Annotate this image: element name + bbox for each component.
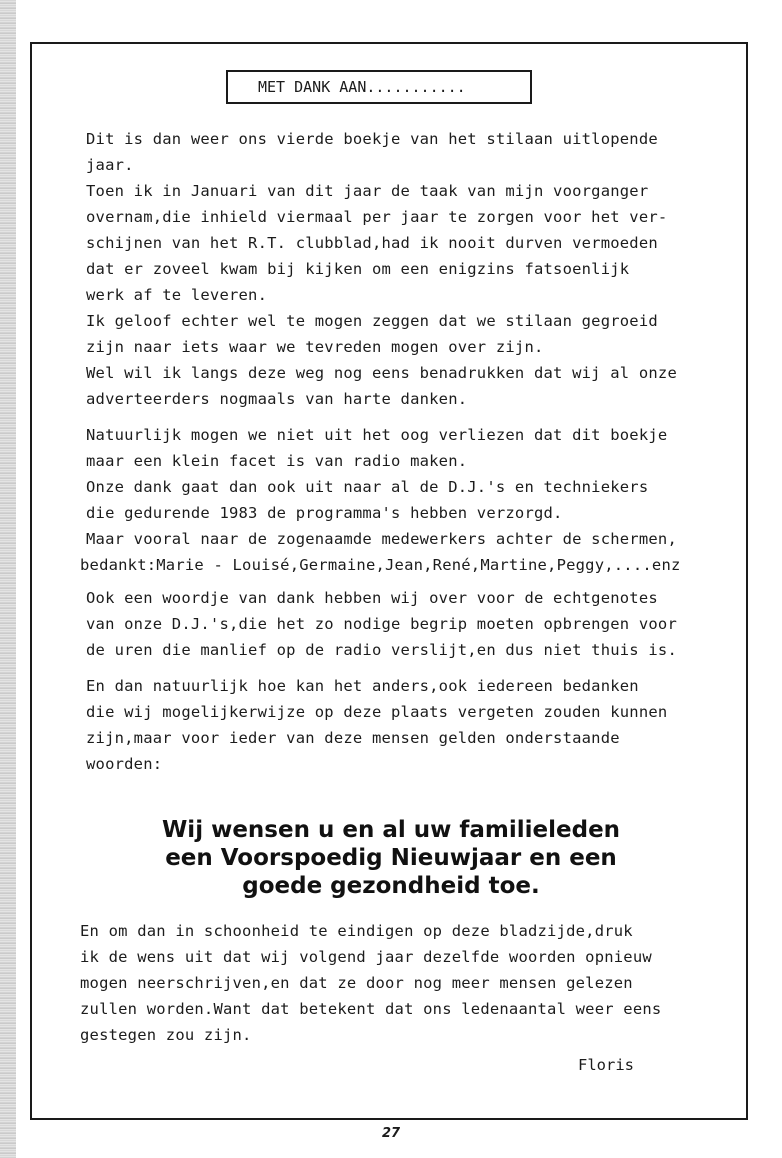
text-line: werk af te leveren.	[86, 286, 268, 304]
wish-line: goede gezondheid toe.	[242, 873, 540, 899]
text-line: Wel wil ik langs deze weg nog eens benadrukken dat wij al onze	[86, 364, 677, 382]
text-line: Onze dank gaat dan ook uit naar al de D.J.'s en techniekers	[86, 478, 649, 496]
text-line: Natuurlijk mogen we niet uit het oog verliezen dat dit boekje	[86, 426, 668, 444]
text-line: En dan natuurlijk hoe kan het anders,ook iedereen bedanken	[86, 677, 639, 695]
wish-line: Wij wensen u en al uw familieleden	[161, 817, 621, 843]
text-line: Ik geloof echter wel te mogen zeggen dat we stilaan gegroeid	[86, 312, 658, 330]
text-line: de uren die manlief op de radio verslijt,en dus niet thuis is.	[86, 641, 677, 659]
wish-line: een Voorspoedig Nieuwjaar en een	[165, 845, 617, 871]
page-number: 27	[381, 1126, 401, 1141]
text-line: schijnen van het R.T. clubblad,had ik nooit durven vermoeden	[86, 234, 658, 252]
text-line: overnam,die inhield viermaal per jaar te zorgen voor het ver-	[86, 208, 668, 226]
paragraph-thanks-everyone	[86, 673, 667, 777]
text-line: mogen neerschrijven,en dat ze door nog meer mensen gelezen	[80, 974, 633, 992]
paragraph-thanks-spouses	[86, 585, 677, 663]
text-line: dat er zoveel kwam bij kijken om een enigzins fatsoenlijk	[86, 260, 630, 278]
text-line: jaar.	[86, 156, 134, 174]
text-line: die wij mogelijkerwijze op deze plaats vergeten zouden kunnen	[86, 703, 668, 721]
text-line: bedankt:Marie - Louisé,Germaine,Jean,René,Martine,Peggy,....enz	[80, 556, 681, 574]
text-line: van onze D.J.'s,die het zo nodige begrip moeten opbrengen voor	[86, 615, 677, 633]
text-line: zullen worden.Want dat betekent dat ons ledenaantal weer eens	[80, 1000, 662, 1018]
text-line: zijn naar iets waar we tevreden mogen over zijn.	[86, 338, 544, 356]
paragraph-intro	[86, 126, 677, 412]
text-line: Ook een woordje van dank hebben wij over voor de echtgenotes	[86, 589, 658, 607]
text-line: zijn,maar voor ieder van deze mensen gelden onderstaande	[86, 729, 620, 747]
paragraph-closing	[80, 918, 661, 1048]
text-line: ik de wens uit dat wij volgend jaar dezelfde woorden opnieuw	[80, 948, 652, 966]
text-line: Maar vooral naar de zogenaamde medewerkers achter de schermen,	[86, 530, 677, 548]
text-line: die gedurende 1983 de programma's hebben verzorgd.	[86, 504, 563, 522]
new-year-wish	[0, 816, 782, 900]
paragraph-thanks-staff	[80, 422, 681, 578]
text-line: Dit is dan weer ons vierde boekje van het stilaan uitlopende	[86, 130, 658, 148]
text-line: adverteerders nogmaals van harte danken.	[86, 390, 468, 408]
text-line: Toen ik in Januari van dit jaar de taak van mijn voorganger	[86, 182, 649, 200]
text-line: maar een klein facet is van radio maken.	[86, 452, 468, 470]
page-title: MET DANK AAN...........	[226, 70, 532, 104]
scan-edge-shadow	[0, 0, 16, 1158]
text-line: gestegen zou zijn.	[80, 1026, 252, 1044]
text-line: woorden:	[86, 755, 163, 773]
signature: Floris	[578, 1056, 634, 1074]
text-line: En om dan in schoonheid te eindigen op deze bladzijde,druk	[80, 922, 633, 940]
